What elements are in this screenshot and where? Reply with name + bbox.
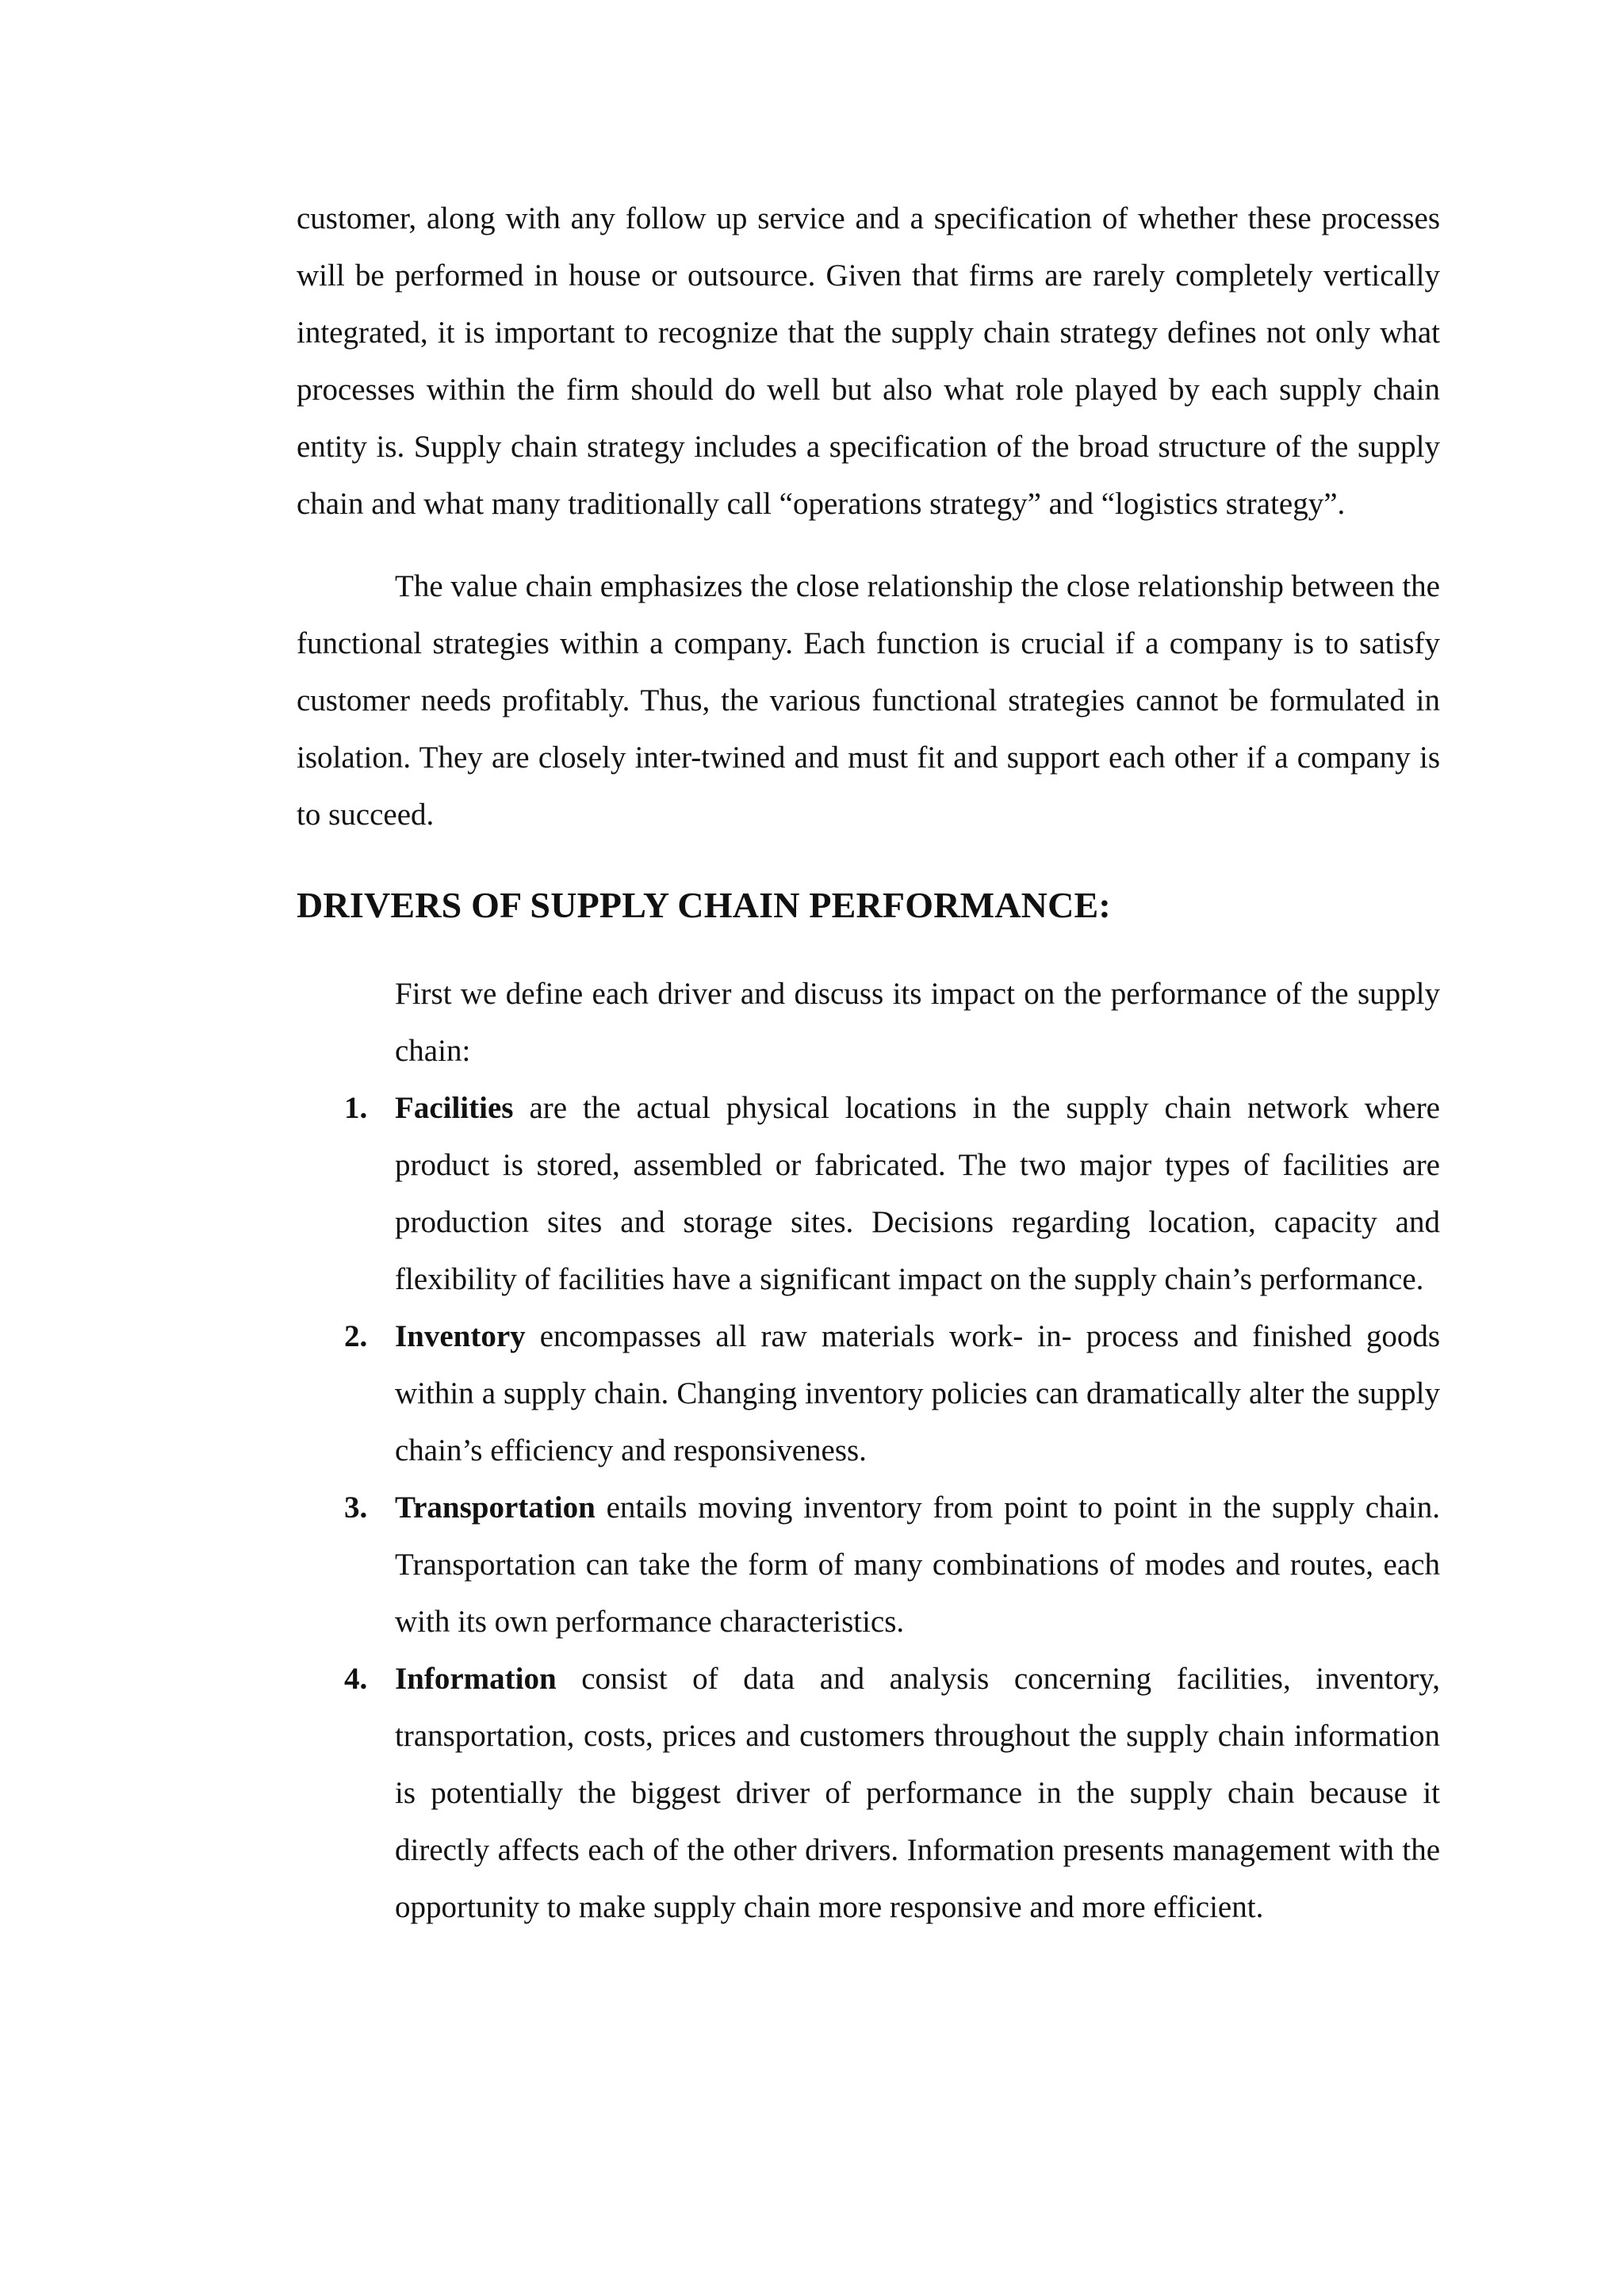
- section-intro: First we define each driver and discuss its impact on the performance of the supply chain:: [395, 977, 1440, 1068]
- list-term: Inventory: [395, 1319, 526, 1353]
- list-item-facilities: [344, 1080, 1440, 1308]
- list-text: entails moving inventory from point to point in the supply chain. Transportation can take the form of many combinations of modes and routes, each with its own performance characteristics.: [395, 1490, 1440, 1639]
- list-number: 1.: [344, 1091, 368, 1125]
- document-page: [297, 190, 1440, 1936]
- list-term: Transportation: [395, 1490, 596, 1525]
- list-text: are the actual physical locations in the supply chain network where product is stored, assembled or fabricated. The two major types of facilities are production sites and storage sites. Decisions regarding location, capacity and flexibility of facilities have a significant impact on the supply chain’s performance.: [395, 1091, 1440, 1296]
- list-item-inventory: [344, 1308, 1440, 1479]
- list-number: 4.: [344, 1662, 368, 1696]
- body-paragraph-2: The value chain emphasizes the close relationship the close relationship between the functional strategies within a company. Each function is crucial if a company is to satisfy customer needs profitably. Thus, the various functional strategies cannot be formulated in isolation. They are closely inter-twined and must fit and support each other if a company is to succeed.: [297, 569, 1440, 832]
- list-term: Facilities: [395, 1091, 514, 1125]
- list-number: 3.: [344, 1490, 368, 1525]
- section-heading: DRIVERS OF SUPPLY CHAIN PERFORMANCE:: [297, 885, 1111, 925]
- drivers-list: [297, 1080, 1440, 1936]
- list-item-information: [344, 1651, 1440, 1936]
- list-term: Information: [395, 1662, 557, 1696]
- list-item-transportation: [344, 1479, 1440, 1651]
- body-paragraph-1: customer, along with any follow up service and a specification of whether these processes will be performed in house or outsource. Given that firms are rarely completely vertically integrated, it is important to recognize that the supply chain strategy defines not only what processes within the firm should do well but also what role played by each supply chain entity is. Supply chain strategy includes a specification of the broad structure of the supply chain and what many traditionally call “operations strategy” and “logistics strategy”.: [297, 201, 1440, 521]
- list-text: consist of data and analysis concerning facilities, inventory, transportation, costs, prices and customers throughout the supply chain information is potentially the biggest driver of performance in the supply chain because it directly affects each of the other drivers. Information presents management with the opportunity to make supply chain more responsive and more efficient.: [395, 1662, 1440, 1924]
- list-text: encompasses all raw materials work- in- process and finished goods within a supply chain. Changing inventory policies can dramatically alter the supply chain’s efficiency and responsiveness.: [395, 1319, 1440, 1468]
- list-number: 2.: [344, 1319, 368, 1353]
